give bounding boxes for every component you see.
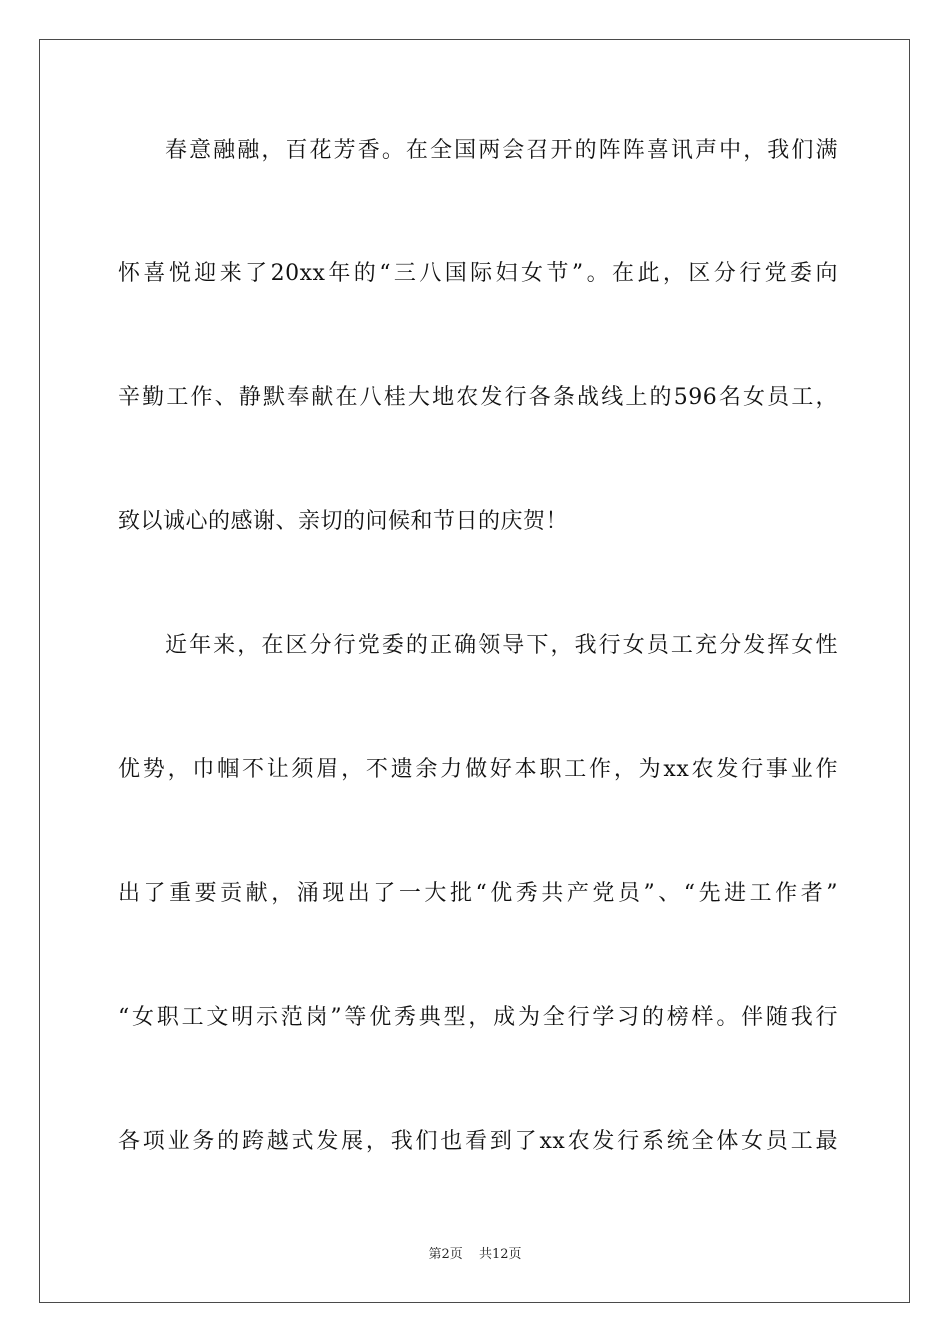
page-number: 第2页 <box>428 1247 463 1262</box>
paragraph-2-line-2: 优势，巾帼不让须眉，不遗余力做好本职工作，为xx农发行事业作 <box>118 757 838 782</box>
paragraph-2-line-3: 出了重要贡献，涌现出了一大批“优秀共产党员”、“先进工作者” <box>118 881 838 906</box>
paragraph-2-line-1: 近年来，在区分行党委的正确领导下，我行女员工充分发挥女性 <box>165 633 838 658</box>
total-pages: 共12页 <box>478 1247 522 1262</box>
paragraph-1-line-1: 春意融融，百花芳香。在全国两会召开的阵阵喜讯声中，我们满 <box>165 138 838 163</box>
paragraph-2-line-4: “女职工文明示范岗”等优秀典型，成为全行学习的榜样。伴随我行 <box>118 1005 838 1030</box>
page-border <box>39 39 910 1303</box>
paragraph-1-line-4: 致以诚心的感谢、亲切的问候和节日的庆贺！ <box>118 509 569 534</box>
page-footer <box>0 1246 950 1264</box>
paragraph-1-line-3: 辛勤工作、静默奉献在八桂大地农发行各条战线上的596名女员工， <box>118 385 838 410</box>
paragraph-2-line-5: 各项业务的跨越式发展，我们也看到了xx农发行系统全体女员工最 <box>118 1129 838 1154</box>
paragraph-1-line-2: 怀喜悦迎来了20xx年的“三八国际妇女节”。在此，区分行党委向 <box>118 261 838 286</box>
